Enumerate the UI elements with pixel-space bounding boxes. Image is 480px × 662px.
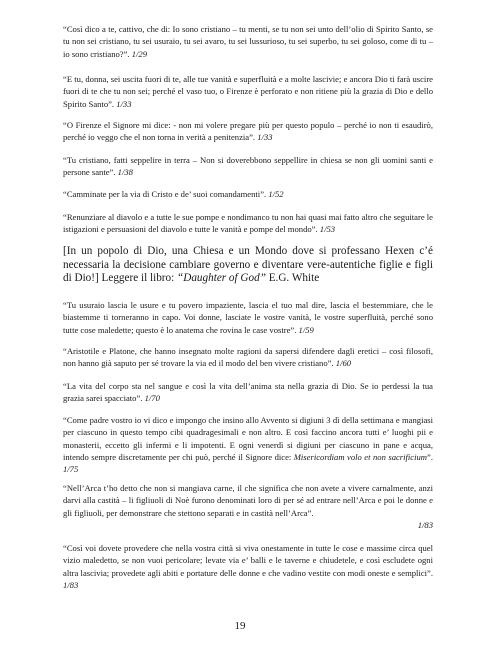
quote-paragraph: “La vita del corpo sta nel sangue e così la vita dell’anima sta nella grazia di Dio. Se io perdessi la tua grazia sarei spacciato”. 1/70 — [63, 381, 433, 404]
citation-ref: 1/60 — [335, 358, 352, 369]
quote-paragraph: “Così voi dovete provedere che nella vostra città si viva onestamente in tutte le cose e massime circa quel vizio maledetto, se non vuoi pericolare; levate via e’ balli e le taverne e chiudetele, e così escludete ogni altra lascivia; provedete agli abiti e portature delle donne e che vadino vestite con modi oneste e semplici”. 1/83 — [63, 543, 433, 590]
citation-ref: 1/33 — [116, 98, 132, 109]
quote-paragraph: “O Firenze el Signore mi dice: - non mi volere pregare più per questo populo – perché io non ti esaudirò, perché io veggo che el non torna in verità a penitenzia”. 1/33 — [63, 120, 433, 143]
citation-ref: 1/33 — [257, 132, 273, 143]
citation-ref: 1/75 — [63, 464, 79, 475]
citation-ref: 1/53 — [319, 224, 336, 235]
quote-paragraph: “Come padre vostro io vi dico e impongo che insino allo Avvento si digiuni 3 dì della settimana e mangiasi per ciascuno in questo tempo cibi quadragesimali e non altro. E così faccino ancora tutti e’ luoghi pii e monasterii, eccetto gli infermi e li impotenti. E ogni venerdì si digiuni per ciascuno in pane e acqua, intendo sempre discretamente per chi può, perché il Signore dice: Misericordiam volo et non sacrificium”. 1/75 — [63, 415, 433, 475]
quote-paragraph: “E tu, donna, sei uscita fuori di te, alle tue vanità e superfluità e a molte lascivie; e ancora Dio ti farà uscire fuori di te che tu non sei; perché el vaso tuo, o Firenze è perforato e non ritiene più la grazia di Dio e dello Spirito Santo”. 1/33 — [63, 74, 433, 109]
quote-paragraph: “Nell’Arca t’ho detto che non si mangiava carne, il che significa che non avete a vivere carnalmente, anzi darvi alla castità – li figliuoli di Noè furono denominati loro di per sé ad entrare nell’Arca e poi le donne e gli figliuoli, per demonstrare che stettono separati e in castità nell’Arca”. 1/83 — [63, 483, 433, 530]
citation-ref: 1/52 — [268, 189, 284, 199]
quote-paragraph: “Così dico a te, cattivo, che di: Io sono cristiano – tu menti, se tu non sei unto dell’olio di Spirito Santo, se tu non sei cristiano, tu sei usuraio, tu sei avaro, tu sei lussurioso, tu sei superbo, tu sei goloso, come di tu – io sono cristiano?”. 1/29 — [63, 24, 433, 59]
citation-ref: 1/29 — [131, 48, 148, 59]
page-number: 19 — [234, 620, 246, 632]
citation-ref: 1/59 — [298, 324, 314, 335]
quote-paragraph: “Tu usuraio lascia le usure e tu povero impaziente, lascia el tuo mal dire, lascia el bestemmiare, che le biastemme ti torneranno in capo. Voi donne, lasciate le vostre vanità, le vostre superfluità, perché sono tutte cose maledette; questo è lo anatema che rovina le case vostre”. 1/59 — [63, 300, 433, 335]
citation-ref: 1/83 — [63, 579, 79, 590]
highlight-note: [In un popolo di Dio, una Chiesa e un Mondo dove si professano Hexen c’é necessaria la decisione cambiare governo e diventare vere-autentiche figlie e figli di Dio!] Leggere il libro: “Daughter of God” E.G. White — [63, 245, 433, 285]
quote-paragraph: “Aristotile e Platone, che hanno insegnato molte ragioni da sapersi difendere dagli eretici – così filosofi, non hanno già saputo per sé trovare la via ed il modo del ben vivere cristiano”. 1/60 — [63, 346, 433, 369]
book-author: E.G. White — [265, 272, 320, 285]
quote-paragraph: “Renunziare al diavolo e a tutte le sue pompe e nondimanco tu non hai quasi mai fatto altro che seguitare le istigazioni e persuasioni del diavolo e tutte le vanità e pompe del mondo”. 1/53 — [63, 212, 433, 235]
quote-paragraph: “Tu cristiano, fatti seppelire in terra – Non si doverebbono seppellire in chiesa se non gli uomini santi e persone sante”. 1/38 — [63, 155, 433, 178]
citation-ref: 1/83 — [417, 519, 433, 530]
book-title: “Daughter of God” — [177, 272, 266, 285]
latin-quote: Misericordiam volo et non sacrificium — [293, 451, 428, 462]
citation-ref: 1/70 — [144, 393, 160, 404]
quote-paragraph: “Camminate per la via di Cristo e de’ suoi comandamenti”. 1/52 — [63, 189, 284, 199]
citation-ref: 1/38 — [117, 167, 133, 178]
